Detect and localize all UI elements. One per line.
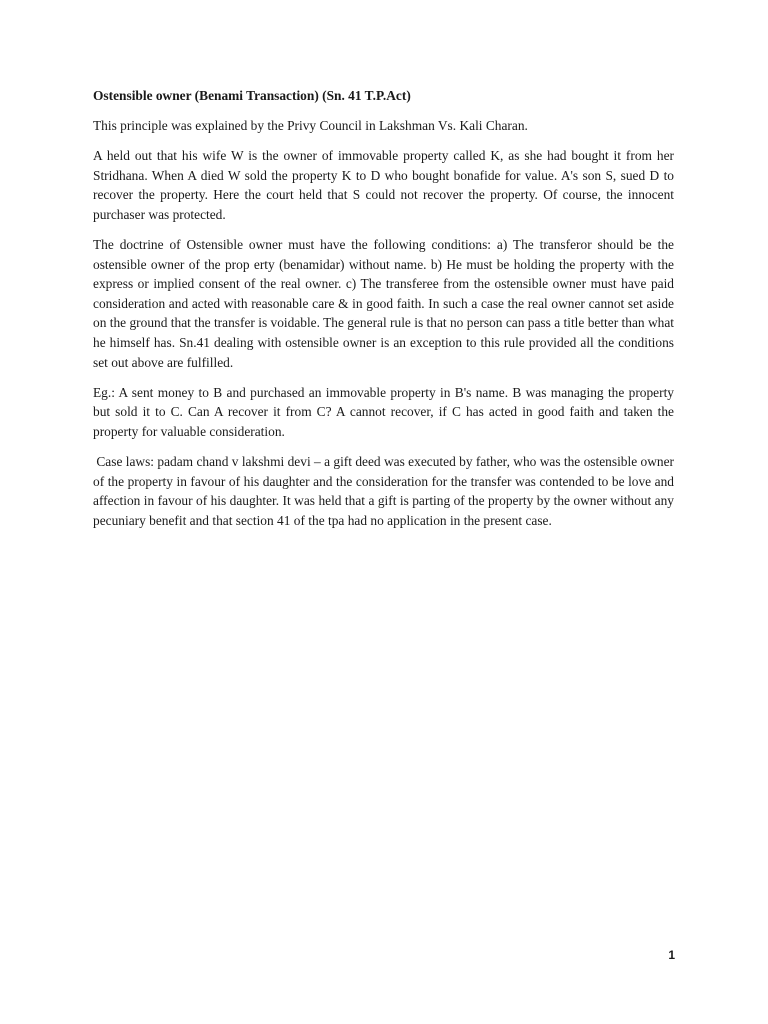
page-number: 1 [668,948,675,962]
paragraph-principle: This principle was explained by the Privy Council in Lakshman Vs. Kali Charan. [93,118,528,133]
paragraph-conditions: The doctrine of Ostensible owner must have the following conditions: a) The transferor should be the ostensible owner of the prop erty (benamidar) without name. b) He must be holding the property with the express or implied consent of the real owner. c) The transferee from the ostensible owner must have paid consideration and acted with reasonable care & in good faith. In such a case the real owner cannot set aside on the ground that the transfer is voidable. The general rule is that no person can pass a title better than what he himself has. Sn.41 dealing with ostensible owner is an exception to this rule provided all the conditions set out above are fulfilled. [93,236,674,370]
document-body [93,86,674,541]
paragraph-example-stridhana: A held out that his wife W is the owner of immovable property called K, as she had bought it from her Stridhana. When A died W sold the property K to D who bought bonafide for value. A's son S, sued D to recover the property. Here the court held that S could not recover the property. Of course, the innocent purchaser was protected. [93,148,674,222]
paragraph-example-benami: Eg.: A sent money to B and purchased an immovable property in B's name. B was managing the property but sold it to C. Can A recover it from C? A cannot recover, if C has acted in good faith and taken the property for valuable consideration. [93,384,674,439]
document-heading: Ostensible owner (Benami Transaction) (Sn. 41 T.P.Act) [93,88,411,103]
paragraph-case-laws: Case laws: padam chand v lakshmi devi – a gift deed was executed by father, who was the ostensible owner of the property in favour of his daughter and the consideration for the transfer was contended to be love and affection in favour of his daughter. It was held that a gift is parting of the property by the owner without any pecuniary benefit and that section 41 of the tpa had no application in the present case. [93,453,674,528]
